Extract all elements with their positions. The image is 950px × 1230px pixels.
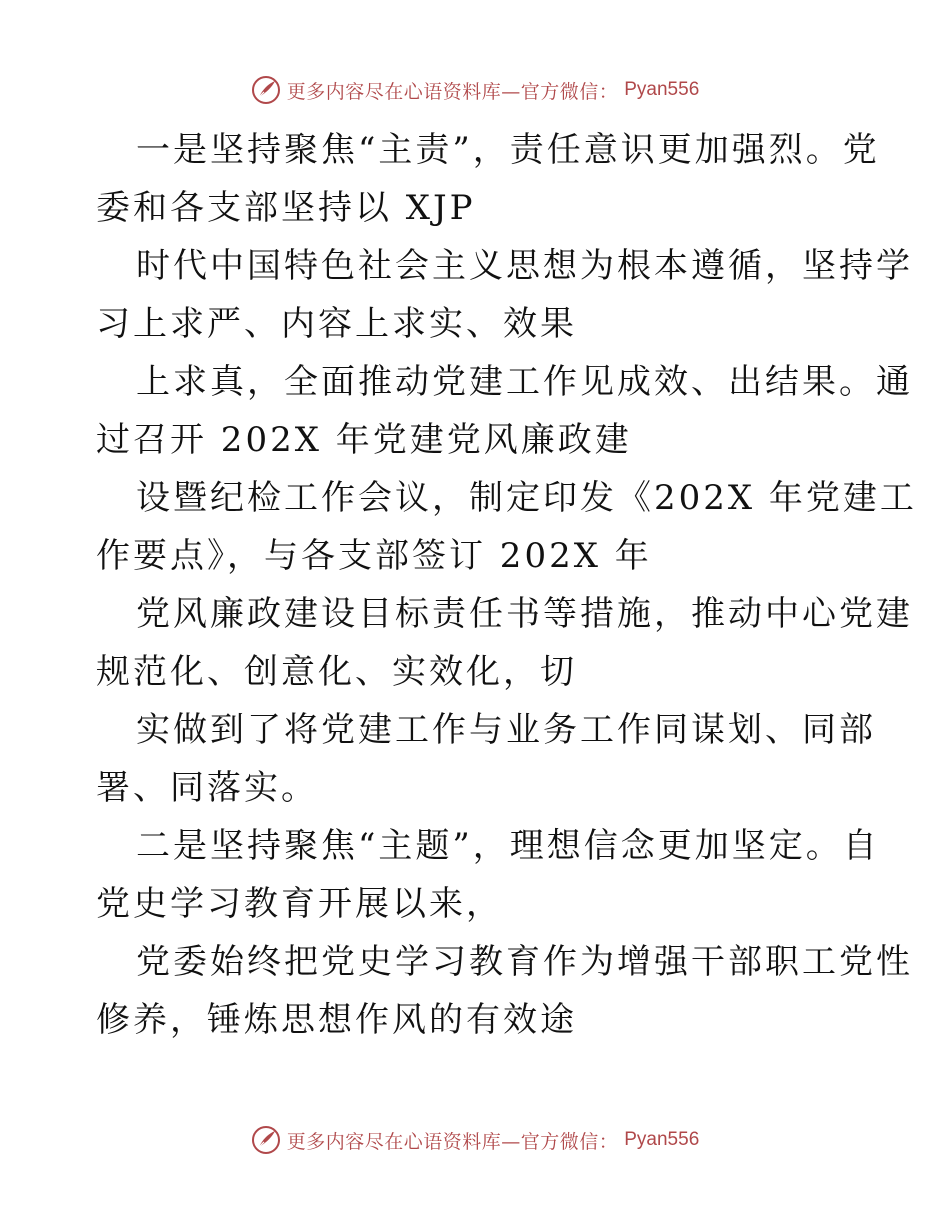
body-line: 修养，锤炼思想作风的有效途 [96,1000,577,1040]
header-banner-text: 更多内容尽在心语资料库—官方微信： [286,80,619,103]
body-line: 上求真，全面推动党建工作见成效、出结果。通 [136,362,913,402]
body-line: 规范化、创意化、实效化，切 [96,652,577,692]
body-line: 二是坚持聚焦“主题”，理想信念更加坚定。自 [136,826,880,866]
header-banner [0,72,950,108]
feather-pen-logo-icon [251,75,281,105]
body-line: 习上求严、内容上求实、效果 [96,304,577,344]
body-line: 实做到了将党建工作与业务工作同谋划、同部 [136,710,876,750]
header-banner-wechat: Pyan556 [624,79,700,100]
footer-banner-text: 更多内容尽在心语资料库—官方微信： [286,1130,619,1153]
feather-pen-logo-icon [251,1125,281,1155]
body-line: 党史学习教育开展以来， [96,884,503,924]
body-line: 作要点》，与各支部签订 202X 年 [96,536,652,576]
body-line: 过召开 202X 年党建党风廉政建 [96,420,632,460]
body-line: 时代中国特色社会主义思想为根本遵循，坚持学 [136,246,913,286]
body-line: 一是坚持聚焦“主责”，责任意识更加强烈。党 [136,130,880,170]
body-line: 署、同落实。 [96,768,318,808]
body-line: 党委始终把党史学习教育作为增强干部职工党性 [136,942,913,982]
body-line: 委和各支部坚持以 XJP [96,188,476,228]
footer-banner-wechat: Pyan556 [624,1129,700,1150]
body-line: 设暨纪检工作会议，制定印发《202X 年党建工 [136,478,917,518]
body-line: 党风廉政建设目标责任书等措施，推动中心党建 [136,594,913,634]
footer-banner [0,1122,950,1158]
